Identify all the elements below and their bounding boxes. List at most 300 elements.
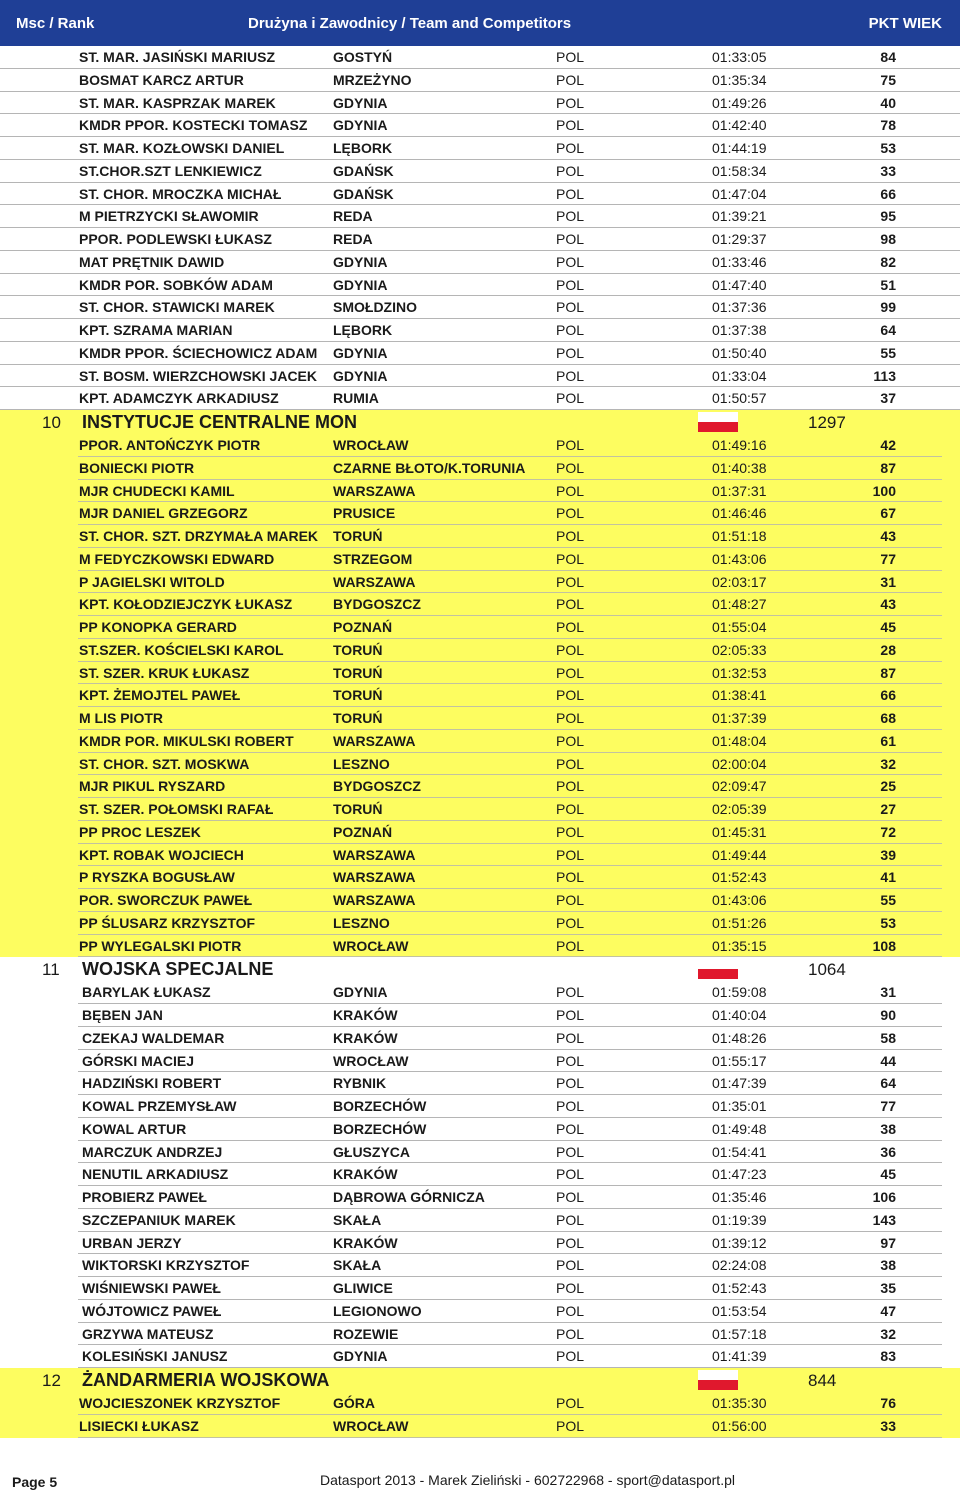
competitor-nationality: POL	[556, 94, 585, 111]
competitor-time: 01:49:44	[712, 846, 767, 863]
competitor-points: 82	[880, 253, 896, 270]
competitor-time: 01:37:39	[712, 710, 767, 726]
competitor-points: 61	[880, 732, 896, 749]
competitor-row	[78, 480, 942, 503]
competitor-name: KPT. ŻEMOJTEL PAWEŁ	[79, 687, 241, 704]
competitor-row	[0, 296, 960, 319]
competitor-time: 01:35:34	[712, 71, 767, 88]
competitor-nationality: POL	[556, 528, 585, 544]
competitor-points: 33	[880, 1417, 896, 1434]
competitor-points: 47	[880, 1302, 896, 1319]
competitor-time: 01:33:05	[712, 49, 767, 65]
competitor-time: 01:57:18	[712, 1325, 767, 1342]
competitor-points: 66	[880, 687, 896, 704]
competitor-city: PRUSICE	[333, 505, 396, 522]
competitor-points: 41	[880, 869, 896, 886]
competitor-time: 01:48:27	[712, 596, 767, 613]
competitor-city: KRAKÓW	[333, 1007, 398, 1023]
competitor-time: 01:43:06	[712, 550, 767, 567]
competitor-city: LĘBORK	[333, 140, 393, 156]
competitor-points: 106	[872, 1189, 896, 1205]
competitor-name: MJR CHUDECKI KAMIL	[79, 482, 235, 499]
competitor-row	[78, 798, 942, 821]
competitor-city: TORUŃ	[333, 641, 383, 658]
competitor-city: BYDGOSZCZ	[333, 596, 421, 613]
competitor-row	[78, 662, 942, 685]
competitor-name: URBAN JERZY	[82, 1234, 182, 1251]
competitor-city: KRAKÓW	[333, 1166, 398, 1183]
competitor-row	[78, 1209, 942, 1232]
competitor-nationality: POL	[556, 140, 585, 156]
team-name: INSTYTUCJE CENTRALNE MON	[82, 412, 358, 432]
competitor-city: WROCŁAW	[333, 1052, 409, 1069]
team-block	[0, 410, 960, 957]
competitor-row	[78, 1004, 942, 1027]
competitor-points: 108	[872, 937, 896, 954]
competitor-nationality: POL	[556, 619, 585, 635]
competitor-points: 45	[880, 619, 896, 635]
competitor-row	[0, 342, 960, 365]
competitor-city: WROCŁAW	[333, 937, 409, 954]
points-column-label: PKT WIEK	[868, 15, 942, 32]
competitor-row	[78, 1345, 942, 1368]
competitor-row	[78, 1141, 942, 1164]
competitor-points: 84	[880, 49, 896, 65]
team-name: WOJSKA SPECJALNE	[82, 959, 274, 980]
competitor-name: KPT. ROBAK WOJCIECH	[79, 846, 244, 863]
team-points: 1064	[808, 960, 846, 980]
competitor-points: 72	[880, 823, 896, 840]
competitor-points: 51	[880, 276, 896, 293]
competitor-row	[78, 707, 942, 730]
team-points: 844	[808, 1371, 837, 1390]
competitor-points: 77	[880, 1098, 896, 1114]
competitor-city: KRAKÓW	[333, 1234, 398, 1251]
competitor-row	[78, 457, 942, 480]
competitor-row	[78, 1392, 942, 1415]
team-name: ŻANDARMERIA WOJSKOWA	[82, 1370, 330, 1390]
competitor-nationality: POL	[556, 253, 585, 270]
competitor-nationality: POL	[556, 914, 585, 931]
team-block	[0, 957, 960, 1368]
competitor-city: SMOŁDZINO	[333, 299, 417, 316]
competitor-row	[78, 1163, 942, 1186]
competitor-nationality: POL	[556, 823, 585, 840]
competitor-points: 28	[880, 641, 896, 658]
competitor-name: ST. SZER. KRUK ŁUKASZ	[79, 664, 250, 681]
competitor-city: GDYNIA	[333, 117, 388, 134]
competitor-row	[0, 365, 960, 388]
competitor-points: 99	[880, 299, 896, 316]
page-number: Page 5	[12, 1474, 58, 1490]
competitor-row	[78, 1300, 942, 1323]
team-header	[0, 957, 960, 981]
competitor-points: 100	[872, 482, 896, 499]
competitor-name: M FEDYCZKOWSKI EDWARD	[79, 550, 275, 567]
competitor-time: 01:40:38	[712, 459, 767, 476]
competitor-points: 67	[880, 505, 896, 522]
competitor-time: 01:38:41	[712, 687, 767, 704]
competitor-points: 68	[880, 710, 896, 726]
competitor-row	[78, 1095, 942, 1118]
competitor-name: BARYLAK ŁUKASZ	[82, 984, 211, 1001]
competitor-points: 35	[880, 1280, 896, 1296]
competitor-row	[0, 274, 960, 297]
competitor-points: 31	[880, 984, 896, 1001]
competitor-nationality: POL	[556, 937, 585, 954]
competitor-nationality: POL	[556, 231, 585, 247]
competitor-time: 01:19:39	[712, 1211, 767, 1228]
competitor-row	[78, 1186, 942, 1209]
competitor-points: 64	[880, 322, 896, 338]
competitor-time: 01:43:06	[712, 892, 767, 908]
competitor-time: 02:03:17	[712, 573, 767, 590]
competitor-city: GDAŃSK	[333, 162, 394, 179]
competitor-points: 42	[880, 437, 896, 453]
competitor-nationality: POL	[556, 185, 585, 202]
competitor-points: 77	[880, 550, 896, 567]
competitor-name: MJR PIKUL RYSZARD	[79, 778, 226, 795]
competitor-nationality: POL	[556, 276, 585, 293]
competitor-time: 01:35:30	[712, 1395, 767, 1411]
competitor-nationality: POL	[556, 71, 585, 88]
competitor-nationality: POL	[556, 892, 585, 908]
competitor-row	[78, 1277, 942, 1300]
competitor-points: 39	[880, 846, 896, 863]
competitor-time: 01:39:21	[712, 208, 767, 225]
competitor-city: BORZECHÓW	[333, 1098, 427, 1114]
competitor-city: GÓRA	[333, 1395, 375, 1411]
competitor-city: LESZNO	[333, 755, 390, 772]
competitor-row	[78, 1232, 942, 1255]
competitor-city: CZARNE BŁOTO/K.TORUNIA	[333, 459, 526, 476]
competitor-points: 55	[880, 892, 896, 908]
competitor-name: GRZYWA MATEUSZ	[82, 1325, 214, 1342]
competitor-name: M PIETRZYCKI SŁAWOMIR	[79, 208, 259, 225]
competitor-nationality: POL	[556, 710, 585, 726]
competitor-city: TORUŃ	[333, 710, 383, 726]
competitor-city: GDYNIA	[333, 344, 388, 361]
competitor-points: 53	[880, 914, 896, 931]
competitor-nationality: POL	[556, 664, 585, 681]
competitor-row	[78, 639, 942, 662]
competitor-points: 83	[880, 1348, 896, 1365]
rank-column-label: Msc / Rank	[16, 15, 95, 32]
poland-flag-icon	[698, 1370, 738, 1390]
competitor-city: GDYNIA	[333, 276, 388, 293]
competitor-points: 32	[880, 1325, 896, 1342]
competitor-time: 01:45:31	[712, 823, 767, 840]
competitor-nationality: POL	[556, 1007, 585, 1023]
competitor-city: BYDGOSZCZ	[333, 778, 421, 795]
competitor-time: 01:52:43	[712, 869, 767, 886]
competitor-name: BONIECKI PIOTR	[79, 459, 195, 476]
competitor-city: GLIWICE	[333, 1280, 393, 1296]
competitor-nationality: POL	[556, 596, 585, 613]
competitor-city: ROZEWIE	[333, 1325, 399, 1342]
competitor-nationality: POL	[556, 732, 585, 749]
competitor-points: 97	[880, 1234, 896, 1251]
competitor-city: RUMIA	[333, 390, 379, 407]
competitor-time: 01:35:46	[712, 1189, 767, 1205]
competitor-points: 25	[880, 778, 896, 795]
competitor-nationality: POL	[556, 1257, 585, 1274]
competitor-time: 01:42:40	[712, 117, 767, 134]
competitor-row	[78, 821, 942, 844]
competitor-nationality: POL	[556, 322, 585, 338]
competitor-nationality: POL	[556, 344, 585, 361]
competitor-points: 113	[873, 367, 896, 384]
competitor-city: LESZNO	[333, 914, 390, 931]
competitor-city: GDYNIA	[333, 367, 388, 384]
competitor-nationality: POL	[556, 1234, 585, 1251]
competitor-time: 01:51:26	[712, 914, 767, 931]
competitor-points: 53	[880, 140, 896, 156]
competitor-name: P JAGIELSKI WITOLD	[79, 573, 225, 590]
competitor-name: KOLESIŃSKI JANUSZ	[82, 1348, 228, 1365]
competitor-name: ST. MAR. JASIŃSKI MARIUSZ	[79, 49, 276, 65]
competitor-nationality: POL	[556, 162, 585, 179]
competitor-name: ST.SZER. KOŚCIELSKI KAROL	[79, 641, 284, 658]
competitor-name: NENUTIL ARKADIUSZ	[82, 1166, 229, 1183]
competitor-time: 01:55:04	[712, 619, 767, 635]
competitor-points: 45	[880, 1166, 896, 1183]
competitor-city: REDA	[333, 231, 373, 247]
competitor-time: 01:46:46	[712, 505, 767, 522]
competitor-name: SZCZEPANIUK MAREK	[82, 1211, 236, 1228]
competitor-name: PP KONOPKA GERARD	[79, 619, 237, 635]
competitor-name: ST. SZER. POŁOMSKI RAFAŁ	[79, 801, 274, 817]
competitor-nationality: POL	[556, 459, 585, 476]
page-footer	[0, 1462, 960, 1494]
results-list	[0, 46, 960, 1438]
competitor-city: GOSTYŃ	[333, 49, 393, 65]
competitor-row	[78, 912, 942, 935]
competitor-city: WROCŁAW	[333, 437, 409, 453]
competitor-name: KMDR POR. MIKULSKI ROBERT	[79, 732, 294, 749]
competitor-city: WARSZAWA	[333, 732, 416, 749]
competitor-nationality: POL	[556, 1348, 585, 1365]
page-header	[0, 0, 960, 46]
competitor-city: REDA	[333, 208, 373, 225]
competitor-name: CZEKAJ WALDEMAR	[82, 1029, 225, 1046]
competitor-points: 66	[880, 185, 896, 202]
competitor-points: 33	[880, 162, 896, 179]
competitor-name: LISIECKI ŁUKASZ	[79, 1417, 199, 1434]
competitor-city: TORUŃ	[333, 687, 383, 704]
competitor-row	[78, 1118, 942, 1141]
competitor-city: DĄBROWA GÓRNICZA	[333, 1189, 485, 1205]
competitor-name: WIKTORSKI KRZYSZTOF	[82, 1257, 250, 1274]
competitor-name: KPT. KOŁODZIEJCZYK ŁUKASZ	[79, 596, 293, 613]
competitor-name: ST. CHOR. MROCZKA MICHAŁ	[79, 185, 282, 202]
competitor-name: ST.CHOR.SZT LENKIEWICZ	[79, 162, 262, 179]
competitor-city: STRZEGOM	[333, 550, 413, 567]
footer-credit: Datasport 2013 - Marek Zieliński - 602722968 - sport@datasport.pl	[320, 1472, 735, 1488]
competitor-name: KPT. ADAMCZYK ARKADIUSZ	[79, 390, 279, 407]
competitor-nationality: POL	[556, 117, 585, 134]
competitor-name: PPOR. ANTOŃCZYK PIOTR	[79, 437, 261, 453]
competitor-city: TORUŃ	[333, 801, 383, 817]
competitor-name: BOSMAT KARCZ ARTUR	[79, 71, 244, 88]
competitor-time: 02:05:39	[712, 801, 767, 817]
competitor-row	[0, 46, 960, 69]
competitor-city: WROCŁAW	[333, 1417, 409, 1434]
competitor-points: 87	[880, 459, 896, 476]
competitor-city: WARSZAWA	[333, 482, 416, 499]
competitor-nationality: POL	[556, 1143, 585, 1160]
competitor-row	[0, 228, 960, 251]
competitor-points: 40	[880, 94, 896, 111]
competitor-nationality: POL	[556, 801, 585, 817]
competitor-time: 01:56:00	[712, 1417, 767, 1434]
competitor-nationality: POL	[556, 641, 585, 658]
competitor-city: WARSZAWA	[333, 846, 416, 863]
competitor-city: MRZEŻYNO	[333, 71, 412, 88]
competitor-nationality: POL	[556, 482, 585, 499]
competitor-row	[78, 844, 942, 867]
competitor-name: PPOR. PODLEWSKI ŁUKASZ	[79, 231, 272, 247]
competitor-time: 01:59:08	[712, 984, 767, 1001]
competitor-name: WÓJTOWICZ PAWEŁ	[82, 1302, 222, 1319]
competitor-city: LEGIONOWO	[333, 1302, 422, 1319]
competitor-name: KMDR PPOR. ŚCIECHOWICZ ADAM	[79, 344, 318, 361]
competitor-city: GDYNIA	[333, 94, 388, 111]
competitor-row	[78, 1027, 942, 1050]
competitor-city: TORUŃ	[333, 528, 383, 544]
competitor-row	[78, 1415, 942, 1438]
competitor-city: TORUŃ	[333, 664, 383, 681]
poland-flag-icon	[698, 959, 738, 979]
competitor-time: 01:52:43	[712, 1280, 767, 1296]
competitor-nationality: POL	[556, 687, 585, 704]
competitor-nationality: POL	[556, 299, 585, 316]
competitor-nationality: POL	[556, 846, 585, 863]
poland-flag-icon	[698, 412, 738, 432]
team-column-label: Drużyna i Zawodnicy / Team and Competitors	[248, 15, 572, 32]
competitor-row	[0, 92, 960, 115]
competitor-name: ST. MAR. KASPRZAK MAREK	[79, 94, 276, 111]
competitor-nationality: POL	[556, 550, 585, 567]
competitor-time: 02:05:33	[712, 641, 767, 658]
competitor-city: GDYNIA	[333, 984, 388, 1001]
competitor-nationality: POL	[556, 505, 585, 522]
competitor-points: 78	[880, 117, 896, 134]
competitor-points: 38	[880, 1257, 896, 1274]
competitor-nationality: POL	[556, 869, 585, 886]
competitor-name: ST. CHOR. SZT. DRZYMAŁA MAREK	[79, 528, 319, 544]
competitor-row	[78, 684, 942, 707]
competitor-points: 38	[880, 1120, 896, 1137]
competitor-nationality: POL	[556, 208, 585, 225]
competitor-name: PP WYLEGALSKI PIOTR	[79, 937, 242, 954]
competitor-row	[0, 319, 960, 342]
competitor-city: LĘBORK	[333, 322, 393, 338]
competitor-nationality: POL	[556, 367, 585, 384]
competitor-name: PP PROC LESZEK	[79, 823, 201, 840]
competitor-nationality: POL	[556, 437, 585, 453]
competitor-points: 58	[880, 1029, 896, 1046]
competitor-nationality: POL	[556, 755, 585, 772]
competitor-nationality: POL	[556, 1211, 585, 1228]
competitor-name: WIŚNIEWSKI PAWEŁ	[82, 1280, 221, 1296]
competitor-name: MJR DANIEL GRZEGORZ	[79, 505, 248, 522]
competitor-row	[0, 387, 960, 410]
competitor-time: 01:33:46	[712, 253, 767, 270]
competitor-city: KRAKÓW	[333, 1029, 398, 1046]
competitor-name: ST. CHOR. SZT. MOSKWA	[79, 755, 250, 772]
competitor-points: 55	[880, 344, 896, 361]
competitor-name: POR. SWORCZUK PAWEŁ	[79, 892, 253, 908]
competitor-row	[78, 866, 942, 889]
competitor-city: RYBNIK	[333, 1075, 387, 1092]
team-block	[0, 1368, 960, 1438]
competitor-row	[78, 502, 942, 525]
team-rank: 12	[42, 1371, 61, 1390]
competitor-time: 01:47:39	[712, 1075, 767, 1092]
competitor-time: 01:49:16	[712, 437, 767, 453]
competitor-city: WARSZAWA	[333, 869, 416, 886]
competitor-time: 02:09:47	[712, 778, 767, 795]
competitor-name: MARCZUK ANDRZEJ	[82, 1143, 223, 1160]
competitor-city: WARSZAWA	[333, 573, 416, 590]
competitor-name: HADZIŃSKI ROBERT	[82, 1075, 222, 1092]
competitor-row	[78, 889, 942, 912]
competitor-row	[0, 69, 960, 92]
competitor-row	[78, 730, 942, 753]
competitor-nationality: POL	[556, 1075, 585, 1092]
competitor-nationality: POL	[556, 573, 585, 590]
competitor-points: 90	[880, 1007, 896, 1023]
competitor-points: 75	[880, 71, 896, 88]
competitor-time: 01:51:18	[712, 528, 767, 544]
competitor-nationality: POL	[556, 1052, 585, 1069]
competitor-name: ST. CHOR. STAWICKI MAREK	[79, 299, 275, 316]
competitor-points: 76	[880, 1395, 896, 1411]
competitor-city: SKAŁA	[333, 1211, 382, 1228]
competitor-row	[0, 183, 960, 206]
competitor-nationality: POL	[556, 984, 585, 1001]
competitor-nationality: POL	[556, 1098, 585, 1114]
competitor-time: 01:37:36	[712, 299, 767, 316]
competitor-city: SKAŁA	[333, 1257, 382, 1274]
competitor-row	[78, 1323, 942, 1346]
competitor-row	[78, 1072, 942, 1095]
competitor-points: 98	[880, 231, 896, 247]
competitor-nationality: POL	[556, 1395, 585, 1411]
competitor-points: 43	[880, 596, 896, 613]
competitor-name: M LIS PIOTR	[79, 710, 163, 726]
competitor-name: GÓRSKI MACIEJ	[82, 1052, 195, 1069]
competitor-name: PP ŚLUSARZ KRZYSZTOF	[79, 914, 256, 931]
competitor-time: 01:50:40	[712, 344, 767, 361]
competitor-row	[78, 616, 942, 639]
competitor-points: 31	[880, 573, 896, 590]
competitor-city: POZNAŃ	[333, 619, 393, 635]
competitor-time: 01:33:04	[712, 367, 767, 384]
competitor-time: 01:44:19	[712, 140, 767, 156]
competitor-nationality: POL	[556, 1120, 585, 1137]
competitor-nationality: POL	[556, 1280, 585, 1296]
competitor-time: 01:47:23	[712, 1166, 767, 1183]
competitor-time: 01:58:34	[712, 162, 767, 179]
competitor-time: 01:48:26	[712, 1029, 767, 1046]
competitor-row	[0, 114, 960, 137]
competitor-time: 01:39:12	[712, 1234, 767, 1251]
competitor-time: 01:37:31	[712, 482, 767, 499]
competitor-time: 02:00:04	[712, 755, 767, 772]
previous-team-members	[0, 46, 960, 410]
